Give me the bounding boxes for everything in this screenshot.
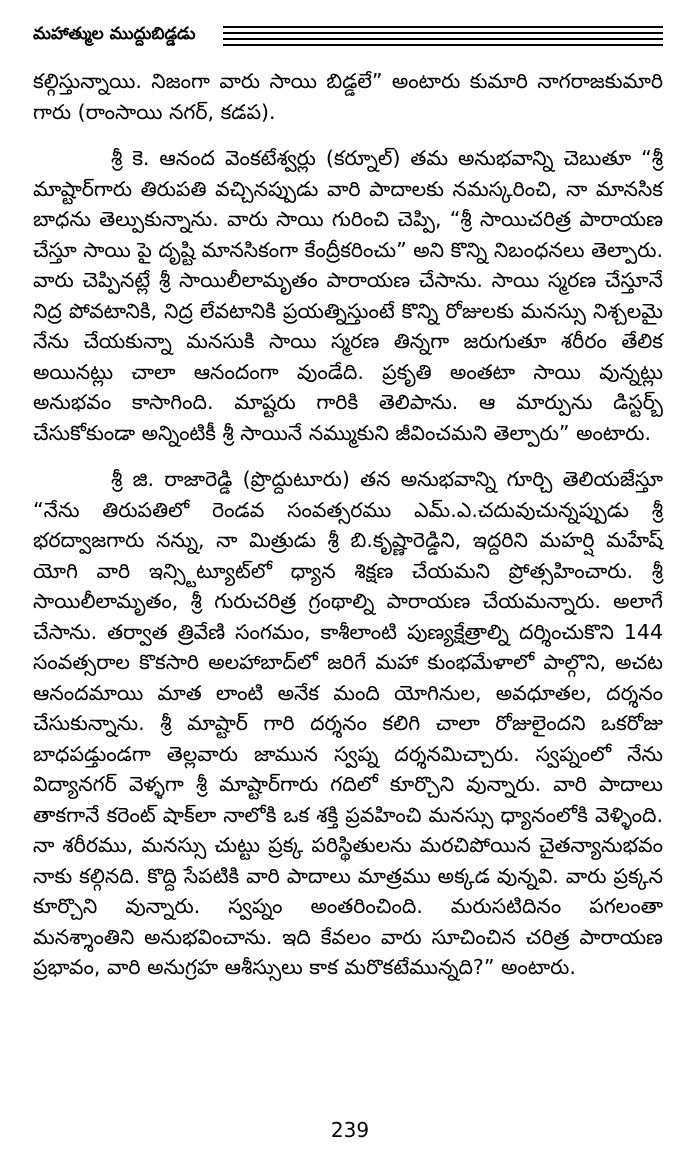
running-head: మహాత్ముల ముద్దుబిడ్డడు [33,24,196,44]
paragraph-2: శ్రీ కె. ఆనంద వెంకటేశ్వర్లు (కర్నూల్) తమ అనుభవాన్ని చెబుతూ “శ్రీ మాష్టార్‌గారు తిరుపతి వచ్చినప్పుడు వారి పాదాలకు నమస్కరించి, నా మానసిక బాధను తెల్పుకున్నాను. వారు సాయి గురించి చెప్పి, “శ్రీ సాయిచరిత్ర పారాయణ చేస్తూ సాయి పై దృష్టి మానసికంగా కేంద్రీకరించు” అని కొన్ని నిబంధనలు తెల్పారు. వారు చెప్పినట్లే శ్రీ సాయిలీలామృతం పారాయణ చేసాను. సాయి స్మరణ చేస్తూనే నిద్ర పోవటానికి, నిద్ర లేవటానికి ప్రయత్నిస్తుంటే కొన్ని రోజులకు మనస్సు నిశ్చలమై నేను చేయకున్నా మనసుకి సాయి స్మరణ తిన్నగా జరుగుతూ శరీరం తేలిక అయినట్లు చాలా ఆనందంగా వుండేది. ప్రకృతి అంతటా సాయి వున్నట్లు అనుభవం కాసాగింది. మాష్టరు గారికి తెలిపాను. ఆ మార్పును డిస్టర్బ్ చేసుకోకుండా అన్నింటికీ శ్రీ సాయినే నమ్ముకుని జీవించమని తెల్పారు” అంటారు. [33,146,663,445]
page-header [33,22,663,52]
header-rule [223,44,663,46]
header-rule [223,32,663,34]
header-rule [223,38,663,40]
paragraph-3: శ్రీ జి. రాజారెడ్డి (ప్రొద్దుటూరు) తన అనుభవాన్ని గూర్చి తెలియజేస్తూ “నేను తిరుపతిలో రెండవ సంవత్సరము ఎమ్.ఎ.చదువుచున్నప్పుడు శ్రీ భరద్వాజగారు నన్ను, నా మిత్రుడు శ్రీ బి.కృష్ణారెడ్డిని, ఇద్దరిని మహర్షి మహేష్ యోగి వారి ఇన్స్టిట్యూట్‌లో ధ్యాన శిక్షణ చేయమని ప్రోత్సహించారు. శ్రీ సాయిలీలామృతం, శ్రీ గురుచరిత్ర గ్రంథాల్ని పారాయణ చేయమన్నారు. అలాగే చేసాను. తర్వాత త్రివేణి సంగమం, కాశీలాంటి పుణ్యక్షేత్రాల్ని దర్శించుకొని 144 సంవత్సరాల కొకసారి అలహాబాద్‌లో జరిగే మహా కుంభమేళాలో పాల్గొని, అచట ఆనందమాయి మాత లాంటి అనేక మంది యోగినుల, అవధూతల, దర్శనం చేసుకున్నాను. శ్రీ మాష్టార్ గారి దర్శనం కలిగి చాలా రోజులైందని ఒకరోజు బాధపడ్తుండగా తెల్లవారు జామున స్వప్న దర్శనమిచ్చారు. స్వప్నంలో నేను విద్యానగర్ వెళ్ళగా శ్రీ మాష్టార్‌గారు గదిలో కూర్చొని వున్నారు. వారి పాదాలు తాకగానే కరెంట్ షాక్‌లా నాలోకి ఒక శక్తి ప్రవహించి మనస్సు ధ్యానంలోకి వెళ్ళింది. నా శరీరము, మనస్సు చుట్టు ప్రక్క పరిస్థితులను మరచిపోయిన చైతన్యానుభవం నాకు కల్గినది. కొద్ది సేపటికి వారి పాదాలు మాత్రము అక్కడ వున్నవి. వారు ప్రక్కన కూర్చొని వున్నారు. స్వప్నం అంతరించింది. మరుసటిదినం పగలంతా మనశ్శాంతిని అనుభవించాను. ఇది కేవలం వారు సూచించిన చరిత్ర పారాయణ ప్రభావం, వారి అనుగ్రహ ఆశీస్సులు కాక మరొకటేమున్నది?” అంటారు. [33,467,663,979]
page-body [33,66,663,999]
page-number: 239 [330,1118,370,1142]
header-rule [223,26,663,28]
paragraph-1: కల్గిస్తున్నాయి. నిజంగా వారు సాయి బిడ్డలే” అంటారు కుమారి నాగరాజకుమారి గారు (రాంసాయి నగర్, కడప). [33,69,663,124]
header-rules [223,26,663,50]
